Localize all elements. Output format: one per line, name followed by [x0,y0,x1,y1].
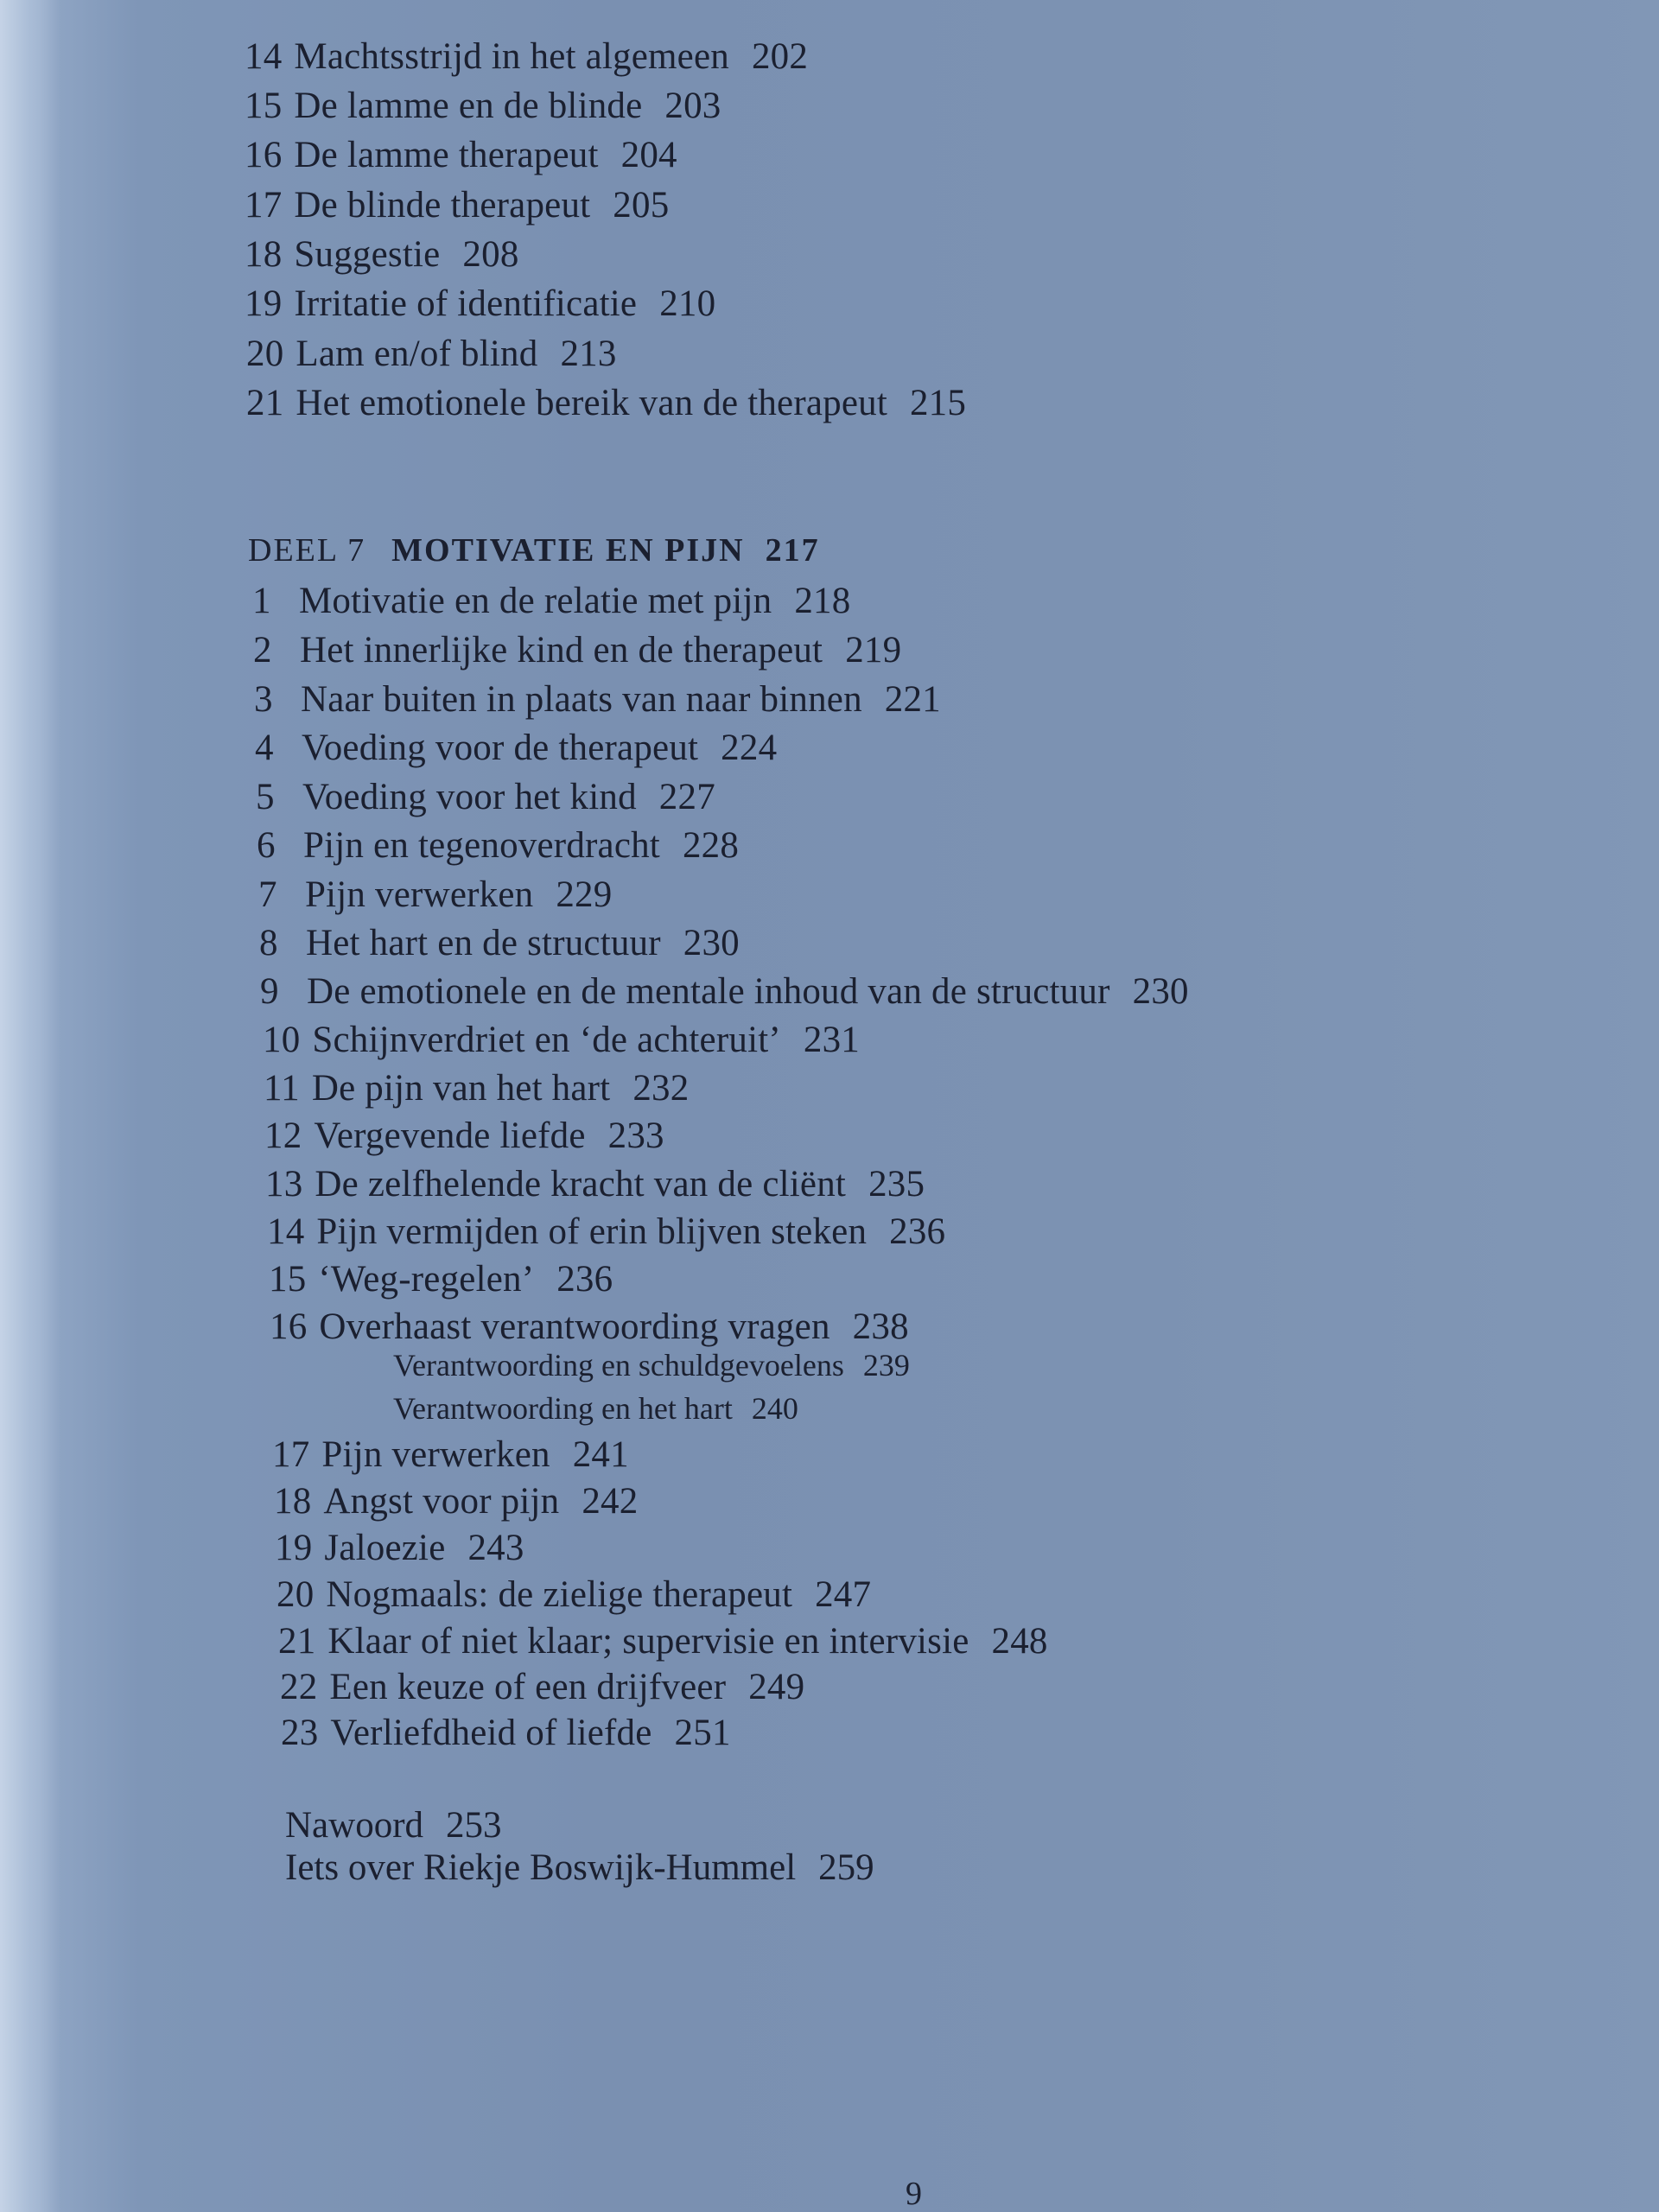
entry-number: 5 [256,777,275,817]
entry-title: Schijnverdriet en ‘de achteruit’ [312,1020,781,1060]
entry-number: 17 [245,185,283,226]
entry-title: De zelfhelende kracht van de cliënt [315,1164,847,1205]
entry-number: 13 [265,1164,303,1205]
toc-entry [253,628,901,673]
entry-title: Pijn vermijden of erin blijven steken [316,1211,868,1252]
entry-title: De blinde therapeut [294,185,591,226]
toc-entry [280,1665,804,1710]
entry-title: Het emotionele bereik van de therapeut [296,383,887,423]
subentry-title: Verantwoording en schuldgevoelens [393,1348,844,1382]
entry-title: Naar buiten in plaats van naar binnen [301,679,862,720]
toc-entry [270,1305,909,1350]
toc-entry [263,1018,860,1063]
entry-number: 7 [258,874,277,915]
entry-title: De pijn van het hart [311,1068,611,1109]
toc-entry [245,84,721,129]
entry-page: 238 [852,1306,909,1347]
toc-entry [269,1257,613,1302]
entry-page: 205 [613,185,670,226]
part-title: MOTIVATIE EN PIJN [391,532,745,569]
toc-entry [281,1711,731,1756]
entry-title: Een keuze of een drijfveer [329,1667,727,1707]
entry-number: 2 [253,630,272,671]
entry-number: 17 [272,1434,310,1475]
toc-entry [267,1210,945,1255]
page-gutter-shadow [0,0,60,2212]
subentry-page: 239 [862,1348,910,1382]
toc-entry [245,35,808,79]
entry-title: Lam en/of blind [296,334,538,374]
toc-subentry [393,1346,910,1384]
entry-number: 16 [270,1306,308,1347]
entry-page: 251 [674,1713,731,1753]
toc-entry [256,775,715,820]
toc-entry [264,1114,664,1159]
toc-entry [258,873,612,918]
toc-entry [275,1526,524,1571]
entry-title: Verliefdheid of liefde [330,1713,652,1753]
entry-title: Pijn en tegenoverdracht [303,825,660,866]
entry-number: 21 [246,383,284,423]
entry-page: 242 [582,1481,639,1522]
toc-entry [264,1066,689,1111]
entry-title: Angst voor pijn [323,1481,560,1522]
entry-page: 218 [794,581,851,621]
entry-page: 232 [632,1068,690,1109]
entry-page: 243 [467,1528,524,1568]
entry-page: 221 [884,679,941,720]
toc-entry [278,1619,1048,1664]
entry-title: Klaar of niet klaar; supervisie en intervisie [327,1621,969,1662]
entry-number: 21 [278,1621,316,1662]
toc-entry [254,677,941,722]
entry-title: De lamme en de blinde [294,86,643,126]
toc-entry [272,1433,629,1478]
entry-page: 248 [991,1621,1048,1662]
back-matter-title: Iets over Riekje Boswijk-Hummel [285,1847,797,1888]
entry-number: 4 [255,728,274,768]
entry-page: 231 [803,1020,860,1060]
toc-entry [245,183,669,228]
toc-subentry [393,1389,798,1427]
entry-page: 249 [748,1667,805,1707]
entry-number: 18 [245,234,283,275]
entry-number: 18 [274,1481,312,1522]
entry-page: 219 [845,630,902,671]
entry-title: Overhaast verantwoording vragen [319,1306,830,1347]
back-matter-title: Nawoord [285,1805,424,1846]
toc-entry [274,1479,638,1524]
entry-page: 204 [620,135,677,175]
toc-entry [252,579,850,624]
part-page: 217 [765,532,820,569]
entry-title: Voeding voor het kind [302,777,637,817]
entry-title: De emotionele en de mentale inhoud van de structuur [307,971,1110,1012]
entry-number: 6 [257,825,276,866]
entry-number: 12 [264,1116,302,1156]
back-matter-entry [285,1846,874,1891]
entry-page: 203 [664,86,721,126]
entry-page: 230 [1132,971,1189,1012]
entry-title: Nogmaals: de zielige therapeut [326,1574,793,1615]
toc-entry [260,969,1189,1014]
entry-number: 19 [245,283,283,324]
entry-title: Suggestie [294,234,441,275]
entry-page: 213 [560,334,617,374]
entry-number: 10 [263,1020,301,1060]
entry-number: 3 [254,679,273,720]
back-matter-page: 259 [818,1847,874,1888]
toc-entry [245,133,677,178]
entry-title: Pijn verwerken [321,1434,550,1475]
back-matter-page: 253 [446,1805,502,1846]
entry-number: 1 [252,581,271,621]
entry-page: 236 [556,1259,613,1300]
entry-page: 210 [659,283,716,324]
entry-title: Machtsstrijd in het algemeen [294,36,729,77]
entry-title: Voeding voor de therapeut [302,728,699,768]
entry-number: 8 [259,923,278,963]
entry-number: 15 [269,1259,307,1300]
toc-entry [245,282,715,327]
entry-title: ‘Weg-regelen’ [318,1259,535,1300]
entry-title: Het innerlijke kind en de therapeut [300,630,823,671]
part-label: DEEL 7 [248,532,366,569]
entry-number: 14 [267,1211,305,1252]
entry-page: 228 [682,825,740,866]
toc-entry [245,232,519,277]
toc-entry [246,381,966,426]
entry-title: Jaloezie [324,1528,446,1568]
entry-number: 11 [264,1068,300,1109]
entry-page: 215 [909,383,967,423]
entry-title: Vergevende liefde [314,1116,586,1156]
entry-page: 233 [607,1116,664,1156]
back-matter-entry [285,1803,502,1848]
entry-page: 236 [889,1211,946,1252]
toc-entry [246,332,617,377]
entry-title: De lamme therapeut [294,135,599,175]
toc-entry [257,823,739,868]
entry-number: 14 [245,36,283,77]
entry-title: Motivatie en de relatie met pijn [299,581,772,621]
entry-number: 20 [246,334,284,374]
entry-number: 9 [260,971,279,1012]
entry-page: 224 [721,728,778,768]
subentry-page: 240 [751,1391,798,1426]
entry-page: 227 [658,777,715,817]
part-heading [248,529,820,572]
toc-entry [265,1162,925,1207]
toc-entry [276,1573,871,1618]
entry-number: 22 [280,1667,318,1707]
entry-title: Pijn verwerken [305,874,534,915]
entry-page: 241 [572,1434,629,1475]
entry-number: 23 [281,1713,319,1753]
toc-entry [255,726,777,771]
toc-entry [259,921,740,966]
entry-page: 235 [868,1164,925,1205]
entry-title: Het hart en de structuur [306,923,661,963]
entry-page: 208 [462,234,519,275]
entry-page: 247 [815,1574,872,1615]
entry-number: 15 [245,86,283,126]
entry-page: 202 [751,36,809,77]
entry-number: 19 [275,1528,313,1568]
entry-page: 230 [683,923,740,963]
entry-page: 229 [556,874,613,915]
page-number: 9 [906,2176,922,2212]
entry-title: Irritatie of identificatie [294,283,638,324]
entry-number: 20 [276,1574,315,1615]
entry-number: 16 [245,135,283,175]
subentry-title: Verantwoording en het hart [393,1391,733,1426]
